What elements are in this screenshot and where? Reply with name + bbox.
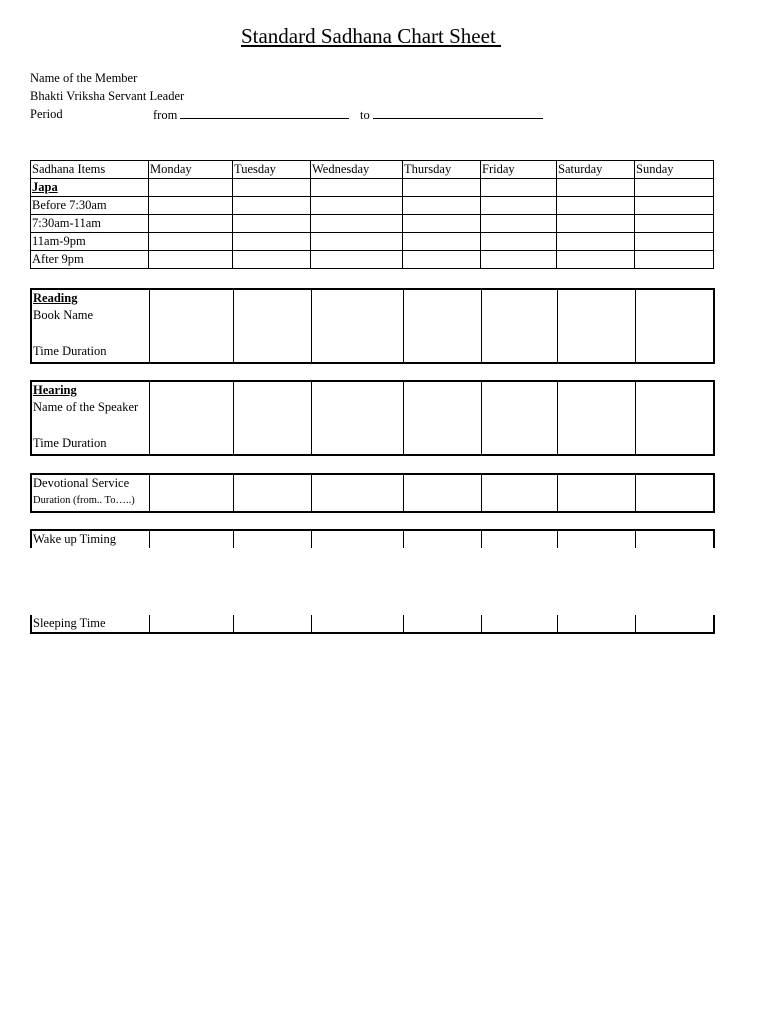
devotional-table: [30, 473, 715, 513]
entry-cell[interactable]: [149, 233, 233, 251]
reading-table: [30, 288, 715, 364]
table-row: [31, 197, 714, 215]
entry-cell[interactable]: [635, 615, 714, 633]
table-row: [31, 179, 714, 197]
entry-cell[interactable]: [233, 215, 311, 233]
entry-cell[interactable]: [403, 215, 481, 233]
entry-cell[interactable]: [481, 197, 557, 215]
entry-cell[interactable]: [233, 530, 311, 548]
entry-cell[interactable]: [311, 289, 403, 363]
entry-cell[interactable]: [557, 197, 635, 215]
entry-cell[interactable]: [233, 233, 311, 251]
period-row: [30, 107, 530, 122]
row-label: 11am-9pm: [31, 233, 149, 251]
entry-cell[interactable]: [403, 233, 481, 251]
period-from-group: [153, 107, 349, 123]
period-to-blank[interactable]: [373, 107, 543, 119]
entry-cell[interactable]: [635, 233, 714, 251]
entry-cell[interactable]: [311, 179, 403, 197]
entry-cell[interactable]: [233, 197, 311, 215]
servant-leader-label: Bhakti Vriksha Servant Leader: [30, 89, 185, 103]
wake-up-table: [30, 529, 715, 548]
devotional-service-label: Devotional Service: [33, 476, 130, 490]
entry-cell[interactable]: [635, 381, 714, 455]
entry-cell[interactable]: [557, 179, 635, 197]
entry-cell[interactable]: [403, 530, 481, 548]
entry-cell[interactable]: [557, 215, 635, 233]
entry-cell[interactable]: [557, 381, 635, 455]
entry-cell[interactable]: [557, 530, 635, 548]
entry-cell[interactable]: [311, 615, 403, 633]
wake-up-label: Wake up Timing: [31, 530, 149, 548]
entry-cell[interactable]: [481, 289, 557, 363]
devotional-label-cell: [31, 474, 149, 512]
reading-book-name-label: Book Name: [33, 308, 94, 322]
entry-cell[interactable]: [635, 289, 714, 363]
entry-cell[interactable]: [481, 530, 557, 548]
hearing-heading: Hearing: [33, 383, 77, 397]
entry-cell[interactable]: [635, 179, 714, 197]
period-label: Period: [30, 107, 63, 121]
entry-cell[interactable]: [311, 474, 403, 512]
reading-label-cell: [31, 289, 149, 363]
column-header-day: Thursday: [403, 161, 481, 179]
entry-cell[interactable]: [403, 615, 481, 633]
entry-cell[interactable]: [149, 289, 233, 363]
column-header-items: Sadhana Items: [31, 161, 149, 179]
entry-cell[interactable]: [557, 474, 635, 512]
entry-cell[interactable]: [233, 289, 311, 363]
entry-cell[interactable]: [481, 474, 557, 512]
entry-cell[interactable]: [403, 197, 481, 215]
entry-cell[interactable]: [403, 289, 481, 363]
page-title: Standard Sadhana Chart Sheet: [240, 24, 502, 48]
table-row: [31, 530, 714, 548]
table-row: [31, 615, 714, 633]
entry-cell[interactable]: [311, 251, 403, 269]
entry-cell[interactable]: [311, 530, 403, 548]
entry-cell[interactable]: [149, 251, 233, 269]
japa-table: [30, 160, 714, 269]
period-from-label: from: [153, 108, 178, 122]
entry-cell[interactable]: [149, 474, 233, 512]
reading-heading: Reading: [33, 291, 78, 305]
japa-heading-text: Japa: [32, 180, 58, 194]
table-row: [31, 474, 714, 512]
entry-cell[interactable]: [635, 530, 714, 548]
column-header-day: Wednesday: [311, 161, 403, 179]
entry-cell[interactable]: [311, 197, 403, 215]
table-header-row: [31, 161, 714, 179]
entry-cell[interactable]: [311, 233, 403, 251]
entry-cell[interactable]: [149, 215, 233, 233]
entry-cell[interactable]: [557, 251, 635, 269]
column-header-day: Sunday: [635, 161, 714, 179]
sleeping-time-table: [30, 615, 715, 634]
entry-cell[interactable]: [481, 233, 557, 251]
column-header-day: Saturday: [557, 161, 635, 179]
table-row: [31, 381, 714, 455]
entry-cell[interactable]: [233, 381, 311, 455]
entry-cell[interactable]: [403, 381, 481, 455]
row-label: 7:30am-11am: [31, 215, 149, 233]
entry-cell[interactable]: [311, 381, 403, 455]
period-to-group: [360, 107, 543, 123]
table-row: [31, 233, 714, 251]
entry-cell[interactable]: [149, 197, 233, 215]
period-from-blank[interactable]: [180, 107, 349, 119]
entry-cell[interactable]: [403, 474, 481, 512]
row-label: After 9pm: [31, 251, 149, 269]
entry-cell[interactable]: [481, 251, 557, 269]
entry-cell[interactable]: [149, 381, 233, 455]
entry-cell[interactable]: [635, 474, 714, 512]
entry-cell[interactable]: [557, 233, 635, 251]
entry-cell[interactable]: [557, 615, 635, 633]
entry-cell[interactable]: [233, 179, 311, 197]
entry-cell[interactable]: [149, 615, 233, 633]
devotional-duration-label: Duration (from.. To…..): [33, 495, 135, 506]
reading-duration-label: Time Duration: [33, 344, 107, 358]
column-header-day: Tuesday: [233, 161, 311, 179]
entry-cell[interactable]: [481, 381, 557, 455]
entry-cell[interactable]: [635, 251, 714, 269]
hearing-duration-label: Time Duration: [33, 436, 107, 450]
hearing-table: [30, 380, 715, 456]
entry-cell[interactable]: [481, 179, 557, 197]
entry-cell[interactable]: [149, 530, 233, 548]
entry-cell[interactable]: [233, 251, 311, 269]
period-to-label: to: [360, 108, 370, 122]
hearing-speaker-label: Name of the Speaker: [33, 400, 139, 414]
table-row: [31, 251, 714, 269]
sleeping-time-label: Sleeping Time: [31, 615, 149, 633]
table-row: [31, 215, 714, 233]
column-header-day: Friday: [481, 161, 557, 179]
entry-cell[interactable]: [233, 615, 311, 633]
entry-cell[interactable]: [403, 179, 481, 197]
row-label: Before 7:30am: [31, 197, 149, 215]
entry-cell[interactable]: [233, 474, 311, 512]
entry-cell[interactable]: [403, 251, 481, 269]
entry-cell[interactable]: [635, 215, 714, 233]
member-name-label: Name of the Member: [30, 71, 138, 85]
entry-cell[interactable]: [149, 179, 233, 197]
entry-cell[interactable]: [481, 615, 557, 633]
entry-cell[interactable]: [481, 215, 557, 233]
entry-cell[interactable]: [311, 215, 403, 233]
japa-heading: [31, 179, 149, 197]
table-row: [31, 289, 714, 363]
column-header-day: Monday: [149, 161, 233, 179]
entry-cell[interactable]: [635, 197, 714, 215]
hearing-label-cell: [31, 381, 149, 455]
entry-cell[interactable]: [557, 289, 635, 363]
